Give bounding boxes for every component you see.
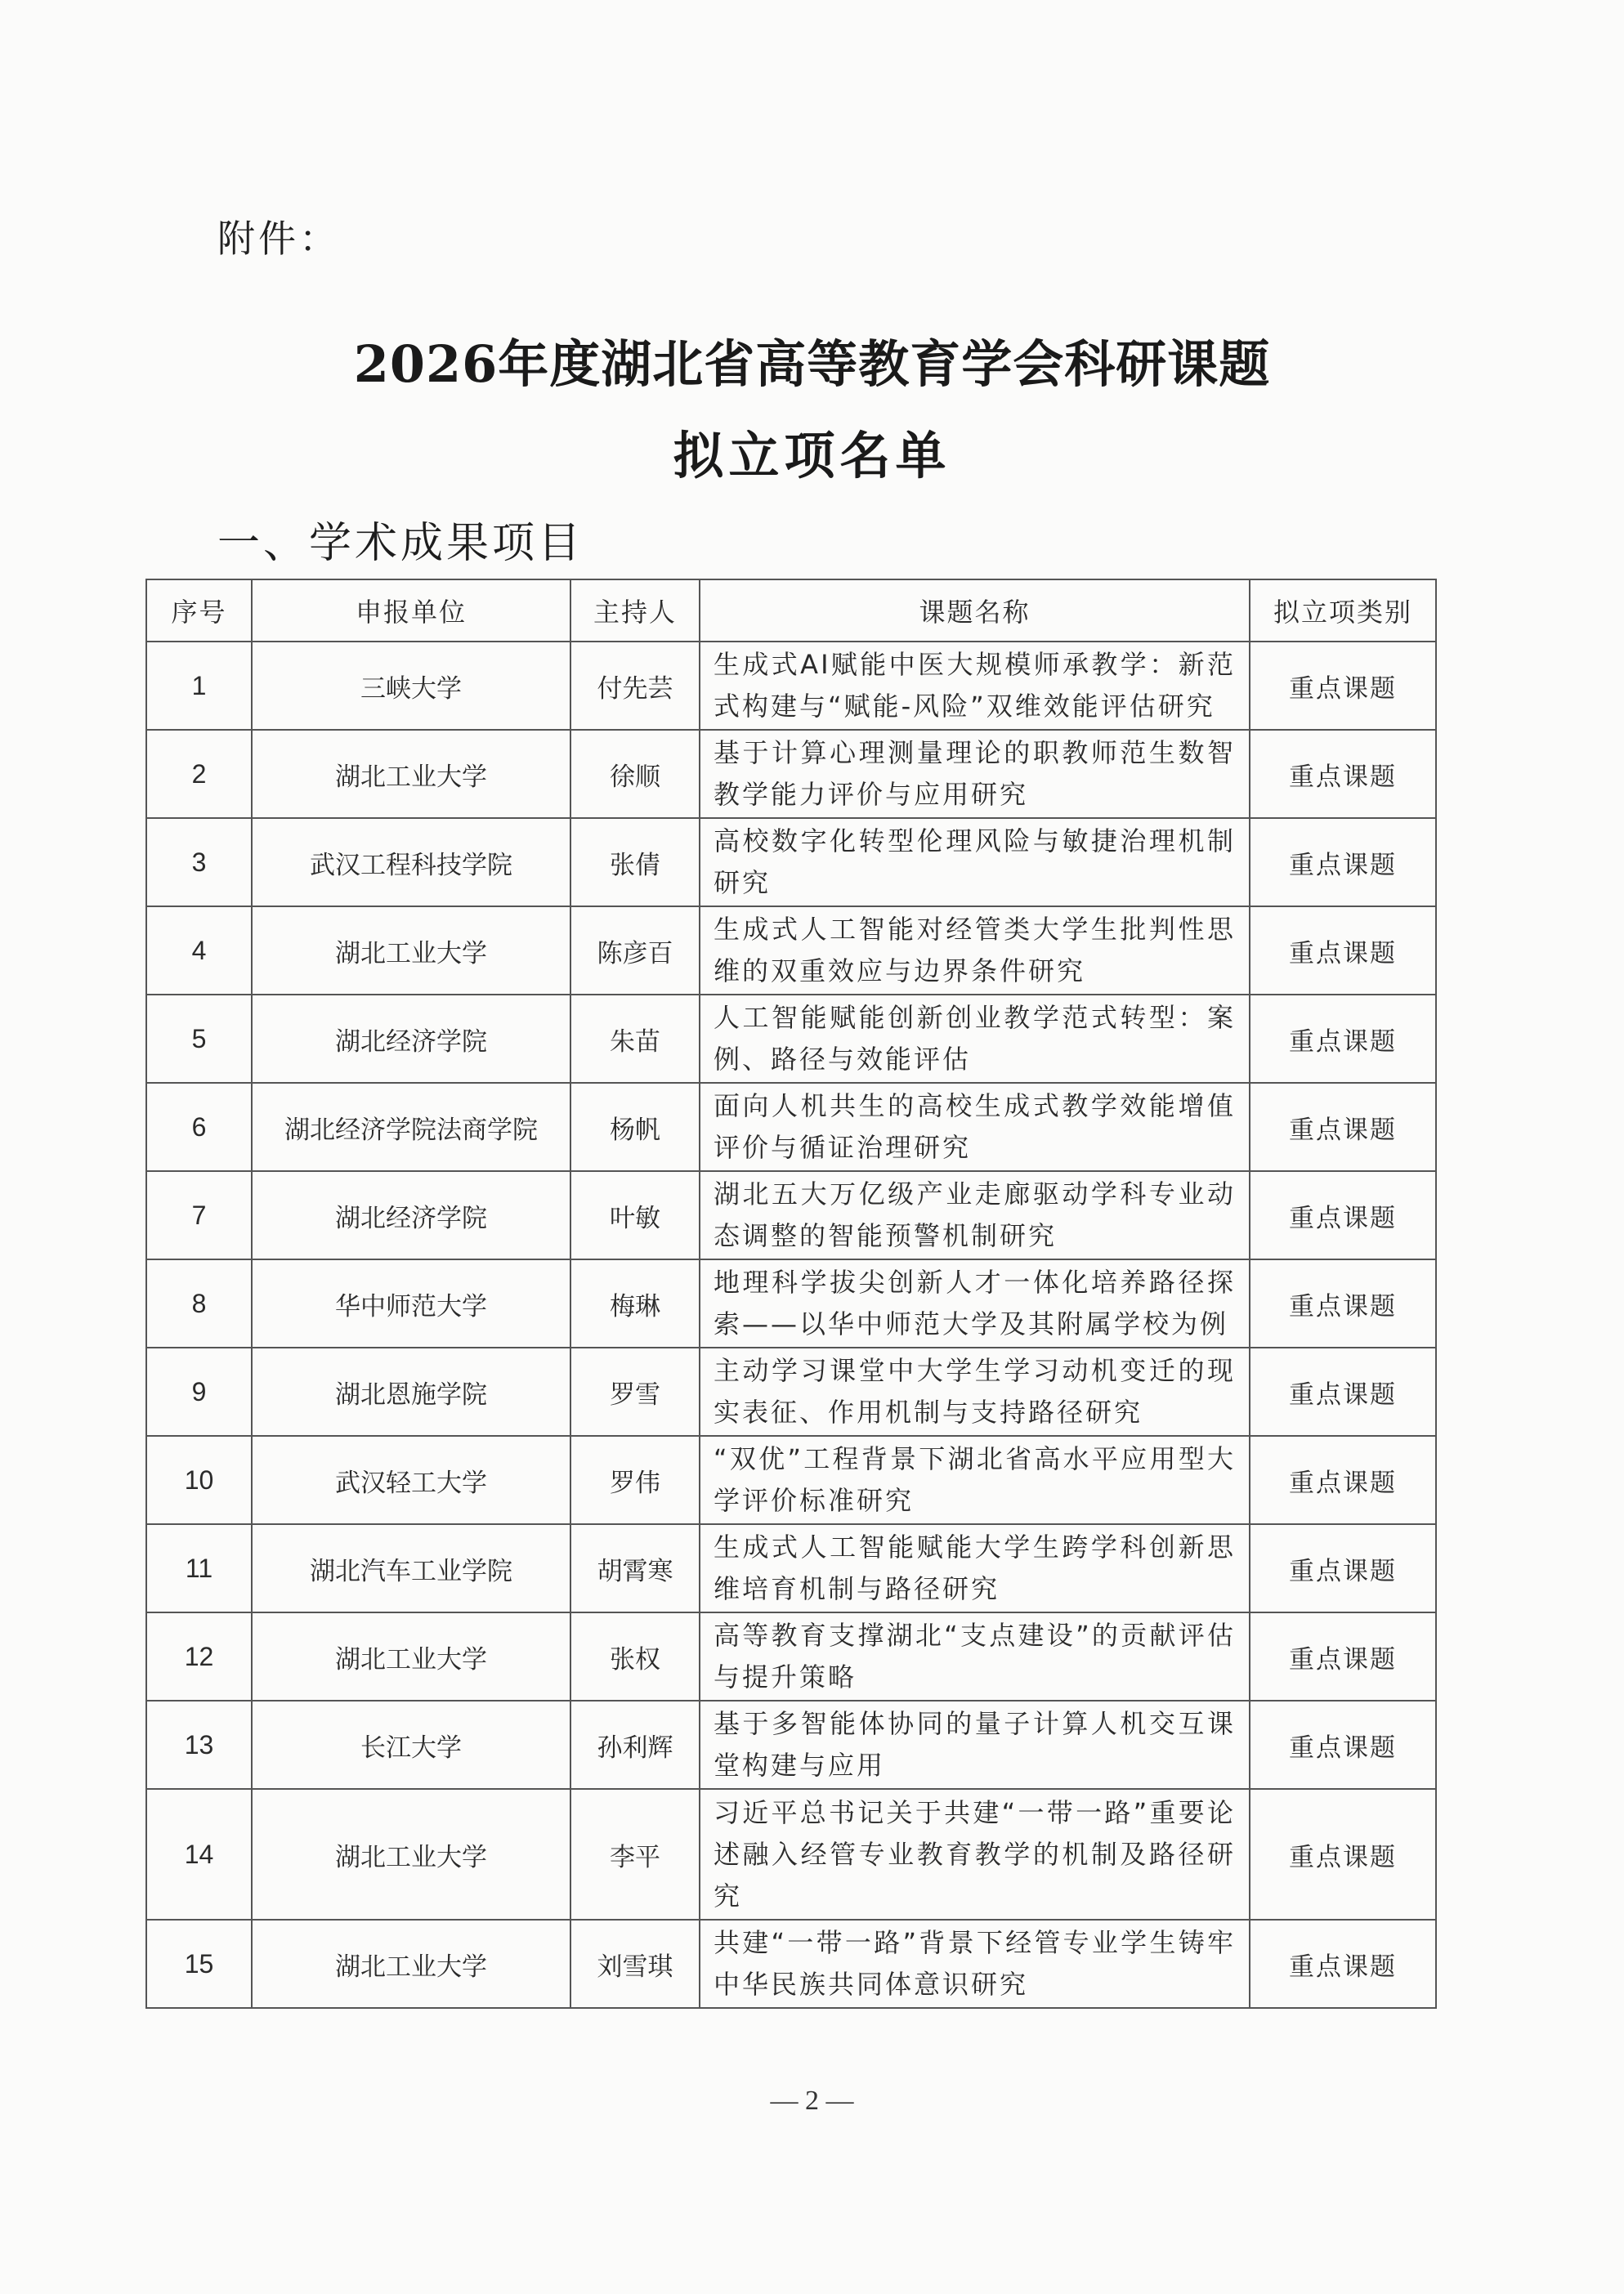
row-topic: 共建“一带一路”背景下经管专业学生铸牢中华民族共同体意识研究: [700, 1920, 1250, 2008]
row-host: 罗雪: [570, 1348, 700, 1436]
row-category: 重点课题: [1250, 1612, 1436, 1701]
row-unit: 湖北经济学院: [252, 1171, 570, 1259]
table-row: [146, 818, 1436, 906]
row-category: 重点课题: [1250, 1789, 1436, 1920]
table-row: [146, 1259, 1436, 1348]
row-category: 重点课题: [1250, 1436, 1436, 1524]
row-unit: 武汉轻工大学: [252, 1436, 570, 1524]
row-topic: “双优”工程背景下湖北省高水平应用型大学评价标准研究: [700, 1436, 1250, 1524]
row-category: 重点课题: [1250, 1524, 1436, 1612]
header-topic: 课题名称: [700, 579, 1250, 642]
table-row: [146, 642, 1436, 730]
section-heading: 一、学术成果项目: [217, 519, 584, 568]
row-unit: 湖北工业大学: [252, 906, 570, 995]
table-row: [146, 1612, 1436, 1701]
row-unit: 华中师范大学: [252, 1259, 570, 1348]
row-unit: 三峡大学: [252, 642, 570, 730]
row-number: 2: [146, 730, 252, 818]
row-category: 重点课题: [1250, 1701, 1436, 1789]
row-host: 张权: [570, 1612, 700, 1701]
row-topic: 人工智能赋能创新创业教学范式转型：案例、路径与效能评估: [700, 995, 1250, 1083]
row-host: 梅琳: [570, 1259, 700, 1348]
row-category: 重点课题: [1250, 1348, 1436, 1436]
header-unit: 申报单位: [252, 579, 570, 642]
row-topic: 基于多智能体协同的量子计算人机交互课堂构建与应用: [700, 1701, 1250, 1789]
row-host: 张倩: [570, 818, 700, 906]
row-topic: 生成式AI赋能中医大规模师承教学：新范式构建与“赋能-风险”双维效能评估研究: [700, 642, 1250, 730]
row-topic: 生成式人工智能对经管类大学生批判性思维的双重效应与边界条件研究: [700, 906, 1250, 995]
table-header-row: [146, 579, 1436, 642]
row-host: 付先芸: [570, 642, 700, 730]
row-category: 重点课题: [1250, 818, 1436, 906]
row-number: 15: [146, 1920, 252, 2008]
header-host: 主持人: [570, 579, 700, 642]
row-topic: 地理科学拔尖创新人才一体化培养路径探索——以华中师范大学及其附属学校为例: [700, 1259, 1250, 1348]
row-number: 4: [146, 906, 252, 995]
row-category: 重点课题: [1250, 1083, 1436, 1171]
row-number: 6: [146, 1083, 252, 1171]
row-number: 9: [146, 1348, 252, 1436]
row-unit: 湖北恩施学院: [252, 1348, 570, 1436]
row-category: 重点课题: [1250, 906, 1436, 995]
row-unit: 湖北工业大学: [252, 1920, 570, 2008]
row-category: 重点课题: [1250, 1920, 1436, 2008]
table-row: [146, 1083, 1436, 1171]
row-unit: 长江大学: [252, 1701, 570, 1789]
row-topic: 主动学习课堂中大学生学习动机变迁的现实表征、作用机制与支持路径研究: [700, 1348, 1250, 1436]
table-row: [146, 1171, 1436, 1259]
attachment-label: 附件：: [217, 217, 340, 261]
table-row: [146, 1524, 1436, 1612]
row-unit: 湖北工业大学: [252, 730, 570, 818]
row-unit: 湖北工业大学: [252, 1789, 570, 1920]
row-number: 8: [146, 1259, 252, 1348]
row-number: 13: [146, 1701, 252, 1789]
table-row: [146, 1436, 1436, 1524]
table-row: [146, 1789, 1436, 1920]
document-title: 2026年度湖北省高等教育学会科研课题: [353, 334, 1271, 394]
document-subtitle: 拟立项名单: [673, 426, 951, 485]
header-category: 拟立项类别: [1250, 579, 1436, 642]
row-number: 11: [146, 1524, 252, 1612]
row-host: 叶敏: [570, 1171, 700, 1259]
row-topic: 高等教育支撑湖北“支点建设”的贡献评估与提升策略: [700, 1612, 1250, 1701]
row-host: 孙利辉: [570, 1701, 700, 1789]
table-row: [146, 1701, 1436, 1789]
row-category: 重点课题: [1250, 1259, 1436, 1348]
row-host: 李平: [570, 1789, 700, 1920]
row-topic: 高校数字化转型伦理风险与敏捷治理机制研究: [700, 818, 1250, 906]
row-number: 1: [146, 642, 252, 730]
row-unit: 湖北工业大学: [252, 1612, 570, 1701]
row-topic: 习近平总书记关于共建“一带一路”重要论述融入经管专业教育教学的机制及路径研究: [700, 1789, 1250, 1920]
row-host: 罗伟: [570, 1436, 700, 1524]
row-host: 朱苗: [570, 995, 700, 1083]
row-host: 杨帆: [570, 1083, 700, 1171]
row-number: 10: [146, 1436, 252, 1524]
table-row: [146, 906, 1436, 995]
row-unit: 湖北经济学院法商学院: [252, 1083, 570, 1171]
row-topic: 生成式人工智能赋能大学生跨学科创新思维培育机制与路径研究: [700, 1524, 1250, 1612]
row-host: 胡霄寒: [570, 1524, 700, 1612]
row-number: 12: [146, 1612, 252, 1701]
row-topic: 基于计算心理测量理论的职教师范生数智教学能力评价与应用研究: [700, 730, 1250, 818]
row-host: 徐顺: [570, 730, 700, 818]
table-row: [146, 995, 1436, 1083]
row-topic: 湖北五大万亿级产业走廊驱动学科专业动态调整的智能预警机制研究: [700, 1171, 1250, 1259]
row-category: 重点课题: [1250, 730, 1436, 818]
table-row: [146, 1920, 1436, 2008]
project-table: [145, 579, 1437, 2009]
row-category: 重点课题: [1250, 1171, 1436, 1259]
row-number: 14: [146, 1789, 252, 1920]
row-category: 重点课题: [1250, 642, 1436, 730]
row-unit: 武汉工程科技学院: [252, 818, 570, 906]
row-number: 3: [146, 818, 252, 906]
row-host: 陈彦百: [570, 906, 700, 995]
row-number: 5: [146, 995, 252, 1083]
table-row: [146, 730, 1436, 818]
header-no: 序号: [146, 579, 252, 642]
row-category: 重点课题: [1250, 995, 1436, 1083]
row-host: 刘雪琪: [570, 1920, 700, 2008]
row-unit: 湖北汽车工业学院: [252, 1524, 570, 1612]
table-row: [146, 1348, 1436, 1436]
page-number: — 2 —: [770, 2086, 854, 2116]
row-topic: 面向人机共生的高校生成式教学效能增值评价与循证治理研究: [700, 1083, 1250, 1171]
row-number: 7: [146, 1171, 252, 1259]
row-unit: 湖北经济学院: [252, 995, 570, 1083]
